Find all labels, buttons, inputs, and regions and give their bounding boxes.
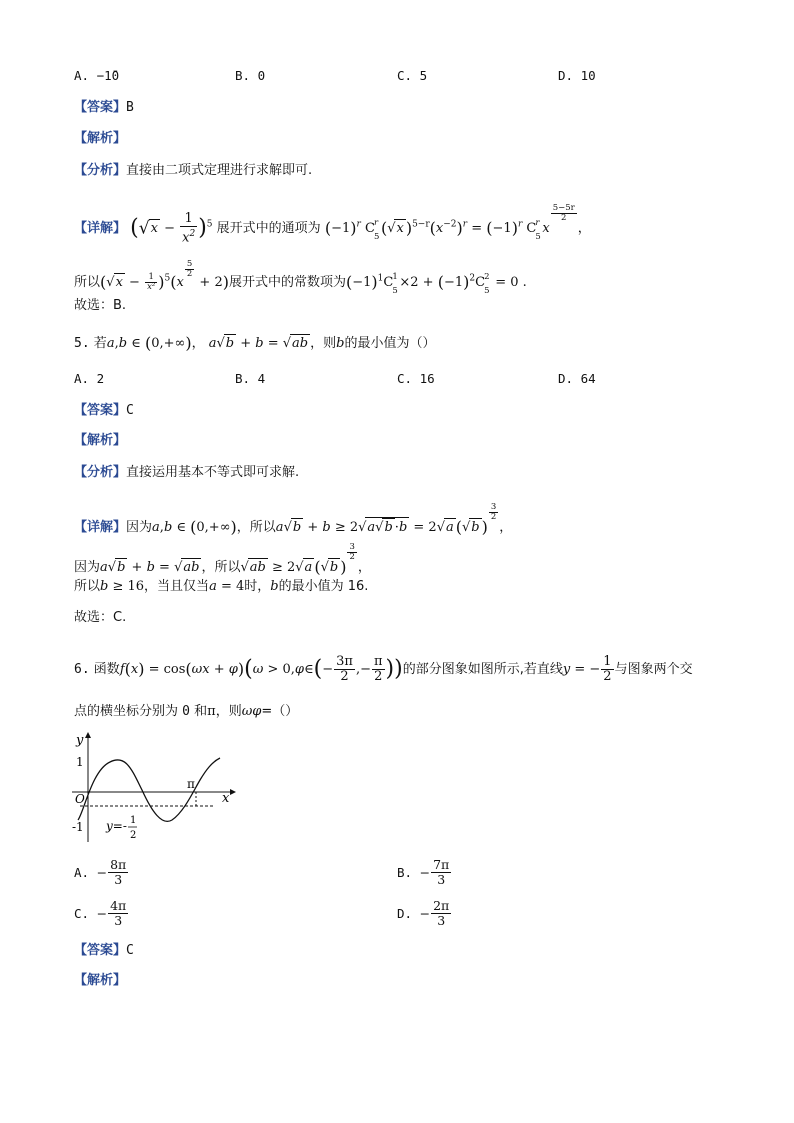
tick-one: 1	[76, 755, 84, 769]
q6-stem-line2-suffix: ，则	[215, 704, 242, 719]
q5-detail-line3	[74, 578, 368, 596]
q6-stem-line2-prefix: 点的横坐标分别为	[74, 704, 179, 719]
option-den: 3	[114, 872, 123, 887]
q5-stem-prefix: 若	[93, 336, 107, 351]
detail-label: 【详解】	[74, 520, 127, 535]
q6-stem-line1	[74, 655, 693, 684]
cosine-curve	[78, 758, 220, 821]
option-letter: D.	[397, 906, 413, 921]
q6-option-c	[74, 899, 129, 928]
q5-detail-line2	[74, 543, 371, 577]
q4-constant-term: $(-1)^1C$ 1 5 $\times 2 + (-1)^2C$ 2 5 = 0 .	[345, 272, 527, 296]
q4-binomial-expr: (√x − $\frac{1}{x^2}$ )$^5$	[130, 210, 213, 246]
x-axis-label: x	[222, 791, 230, 806]
q5-detail-text2-prefix: 因为	[74, 560, 101, 575]
q6-analysis-label	[74, 972, 126, 990]
q5-detail-text2-mid: ，所以	[201, 560, 241, 575]
option-sign: −	[96, 906, 108, 921]
q4-option-c: C. 5	[397, 68, 428, 83]
q5-detail-text3-mid2: 时，	[244, 579, 271, 594]
y-axis-arrow	[85, 732, 91, 738]
q5-equality-case: a = 4	[209, 579, 245, 594]
q5-result-b: b ≥ 16	[100, 579, 145, 594]
option-letter: A.	[74, 865, 90, 880]
q4-detail-line1	[74, 204, 591, 245]
q5-fenxi	[74, 464, 299, 482]
q4-answer	[74, 99, 134, 117]
q6-stem-mid: 的部分图象如图所示,若直线	[402, 662, 563, 677]
q4-conclusion	[74, 297, 126, 315]
fenxi-text: 直接运用基本不等式即可求解.	[126, 465, 300, 480]
line-label: y=-	[106, 819, 127, 833]
analysis-label: 【解析】	[74, 433, 127, 448]
q5-detail-line1	[74, 503, 512, 537]
q4-detail-text2-prefix: 所以	[74, 275, 101, 290]
option-fraction	[108, 858, 128, 887]
half-den: 2	[130, 830, 137, 841]
option-num: 8π	[110, 857, 127, 872]
q6-option-d	[397, 899, 452, 928]
option-den: 3	[437, 872, 446, 887]
q4-general-term: $(-1)^r$ C r 5 (√x )$^{5-r}(x^{-2})^r = (-1)^r$ C r 5 x $\frac{5-5r}{2}$ ，	[324, 203, 591, 242]
q5-inequality1: a√b + b ≥ 2√a√b ·b = 2√a (√b ) $\frac{3}{2}$ ，	[275, 502, 513, 537]
q5-var-b2: b	[270, 579, 279, 594]
fenxi-text: 直接由二项式定理进行求解即可.	[126, 163, 313, 178]
option-den: 3	[437, 913, 446, 928]
answer-label: 【答案】	[74, 100, 127, 115]
q4-conclusion-text: 故选：B.	[74, 298, 127, 313]
half-num: 1	[130, 815, 137, 826]
q4-detail-text2-mid: 展开式中的常数项为	[228, 275, 346, 290]
answer-label: 【答案】	[74, 403, 127, 418]
fenxi-label: 【分析】	[74, 163, 127, 178]
q6-omega-phi: ωφ	[241, 704, 262, 719]
q6-stem-line2	[74, 703, 298, 721]
q5-detail-text3: 所以	[74, 579, 101, 594]
q5-option-b: B. 4	[235, 371, 266, 386]
q5-answer	[74, 402, 134, 420]
analysis-label: 【解析】	[74, 973, 127, 988]
q5-detail-text1-prefix: 因为	[126, 520, 153, 535]
q6-stem-line2-end: =（）	[261, 704, 299, 719]
answer-label: 【答案】	[74, 943, 127, 958]
q5-stem-end: 的最小值为（）	[344, 336, 436, 351]
answer-value: C	[126, 403, 134, 418]
option-num: 2π	[433, 898, 450, 913]
y-axis-label: y	[76, 733, 84, 748]
q4-fenxi	[74, 162, 312, 180]
q6-option-b	[397, 858, 452, 887]
q6-stem-prefix: 函数	[93, 662, 120, 677]
q5-detail-text1-mid: ，所以	[236, 520, 276, 535]
q4-product-expr: (√x − $\frac{1}{\text{x²}}$ )$^5$(x $\frac{5}{2}$ + 2)	[100, 259, 229, 292]
q6-and: 和	[194, 704, 208, 719]
option-fraction	[108, 899, 128, 928]
option-fraction	[431, 899, 451, 928]
q5-conclusion	[74, 609, 126, 627]
tick-pi: π	[187, 777, 195, 791]
q6-function-expr: f(x) = cos(ωx + φ)(ω > 0,φ∈(− $\frac{3\pi}{2}$ ,− $\frac{\pi}{2}$ ))	[119, 654, 403, 684]
q4-option-b: B. 0	[235, 68, 266, 83]
q5-var-b: b	[336, 336, 345, 351]
q6-graph	[70, 730, 240, 845]
option-sign: −	[96, 865, 108, 880]
q4-option-d: D. 10	[558, 68, 596, 83]
option-num: 7π	[433, 857, 450, 872]
q5-number: 5.	[74, 336, 90, 351]
tick-neg-one: -1	[72, 820, 84, 834]
q6-line-expr: y = − $\frac{1}{2}$	[562, 654, 612, 684]
q5-stem-suffix: ，则	[310, 336, 337, 351]
x-axis-arrow	[230, 789, 236, 795]
q5-detail-text3-mid: ，当且仅当	[144, 579, 210, 594]
q6-zero: 0	[182, 704, 190, 719]
q5-option-d: D. 64	[558, 371, 596, 386]
option-fraction	[431, 858, 451, 887]
q6-pi: π	[207, 704, 216, 719]
origin-label: O	[75, 792, 85, 806]
q4-analysis-label	[74, 130, 126, 148]
q5-equation: a√b + b = √ab	[100, 560, 200, 575]
q4-detail-line2	[74, 259, 527, 296]
q5-inequality2: √ab ≥ 2√a (√b ) $\frac{3}{2}$ ，	[240, 542, 371, 577]
q6-answer	[74, 942, 134, 960]
q5-detail-text3-end: 的最小值为 16.	[278, 579, 369, 594]
answer-value: C	[126, 943, 134, 958]
option-den: 3	[114, 913, 123, 928]
q5-option-a: A. 2	[74, 371, 105, 386]
q6-option-a	[74, 858, 129, 887]
q6-stem-end: 与图象两个交	[614, 662, 693, 677]
option-sign: −	[419, 865, 431, 880]
fenxi-label: 【分析】	[74, 465, 127, 480]
q5-stem	[74, 334, 435, 353]
q4-option-a: A. −1̄‌0	[74, 68, 120, 83]
q6-number: 6.	[74, 662, 90, 677]
option-sign: −	[419, 906, 431, 921]
q4-detail-text1: 展开式中的通项为	[216, 221, 321, 236]
option-letter: C.	[74, 906, 90, 921]
q5-condition: a,b ∈ (0,+∞)， a√b + b = √ab	[106, 333, 309, 353]
answer-value: B	[126, 100, 134, 115]
q5-analysis-label	[74, 432, 126, 450]
q5-domain-expr: a,b ∈ (0,+∞)	[152, 517, 237, 537]
q5-conclusion-text: 故选：C.	[74, 610, 127, 625]
analysis-label: 【解析】	[74, 131, 127, 146]
option-letter: B.	[397, 865, 413, 880]
option-num: 4π	[110, 898, 127, 913]
q5-option-c: C. 16	[397, 371, 435, 386]
detail-label: 【详解】	[74, 221, 127, 236]
